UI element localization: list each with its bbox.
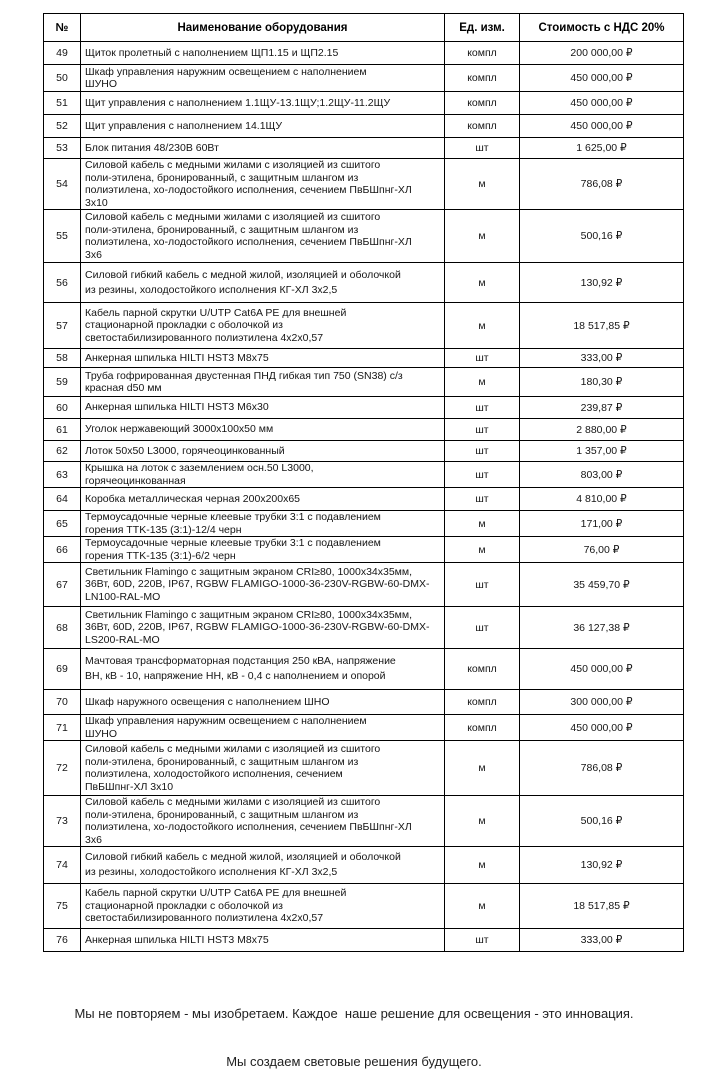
equipment-name: Щиток пролетный с наполнением ЩП1.15 и ЩП2.15 [81, 42, 445, 65]
price-with-vat: 1 357,00 ₽ [520, 441, 684, 462]
price-with-vat: 36 127,38 ₽ [520, 607, 684, 649]
table-row [44, 397, 684, 419]
unit-of-measure: шт [445, 397, 520, 419]
table-row [44, 210, 684, 263]
equipment-name: Кабель парной скрутки U/UTP Cat6A PE для внешней стационарной прокладки с оболочкой из светостабилизированного полиэтилена 4х2х0,57 [81, 303, 445, 349]
price-with-vat: 300 000,00 ₽ [520, 690, 684, 715]
equipment-name: Коробка металлическая черная 200х200х65 [81, 488, 445, 511]
unit-of-measure: шт [445, 607, 520, 649]
row-number: 75 [44, 884, 81, 929]
unit-of-measure: м [445, 263, 520, 303]
unit-of-measure: м [445, 159, 520, 210]
unit-of-measure: компл [445, 42, 520, 65]
unit-of-measure: м [445, 511, 520, 537]
row-number: 62 [44, 441, 81, 462]
price-with-vat: 35 459,70 ₽ [520, 563, 684, 607]
table-row [44, 349, 684, 368]
price-with-vat: 18 517,85 ₽ [520, 303, 684, 349]
row-number: 72 [44, 741, 81, 796]
unit-of-measure: компл [445, 115, 520, 138]
price-with-vat: 130,92 ₽ [520, 847, 684, 884]
footer-slogan-line-2: Мы создаем световые решения будущего. [226, 1054, 482, 1069]
equipment-name: Шкаф управления наружним освещением с наполнением ШУНО [81, 65, 445, 92]
price-with-vat: 333,00 ₽ [520, 929, 684, 952]
unit-of-measure: м [445, 368, 520, 397]
unit-of-measure: компл [445, 690, 520, 715]
table-row [44, 115, 684, 138]
price-with-vat: 450 000,00 ₽ [520, 649, 684, 690]
table-row [44, 537, 684, 563]
equipment-name: Силовой кабель с медными жилами с изоляцией из сшитого поли-этилена, бронированный, с защитным шлангом из полиэтилена, холодостойкого исполнения, сечением ПвБШпнг-ХЛ 3х10 [81, 741, 445, 796]
equipment-name: Анкерная шпилька HILTI HST3 M6х30 [81, 397, 445, 419]
equipment-name: Мачтовая трансформаторная подстанция 250 кВА, напряжение ВН, кВ - 10, напряжение НН, кВ - 0,4 с наполнением и опорой [81, 649, 445, 690]
price-with-vat: 450 000,00 ₽ [520, 92, 684, 115]
unit-of-measure: м [445, 884, 520, 929]
table-row [44, 847, 684, 884]
unit-of-measure: м [445, 796, 520, 847]
table-row [44, 65, 684, 92]
equipment-name: Труба гофрированная двустенная ПНД гибкая тип 750 (SN38) с/з красная d50 мм [81, 368, 445, 397]
equipment-name: Светильник Flamingo с защитным экраном CRI≥80, 1000х34х35мм, 36Вт, 60D, 220В, IP67, RGBW FLAMIGO-1000-36-230V-RGBW-60-DMX- LS200-RAL-MO [81, 607, 445, 649]
table-row [44, 649, 684, 690]
row-number: 49 [44, 42, 81, 65]
price-with-vat: 2 880,00 ₽ [520, 419, 684, 441]
row-number: 57 [44, 303, 81, 349]
price-with-vat: 500,16 ₽ [520, 796, 684, 847]
unit-of-measure: шт [445, 488, 520, 511]
price-with-vat: 786,08 ₽ [520, 741, 684, 796]
row-number: 54 [44, 159, 81, 210]
unit-of-measure: компл [445, 65, 520, 92]
table-row [44, 441, 684, 462]
row-number: 55 [44, 210, 81, 263]
price-with-vat: 450 000,00 ₽ [520, 715, 684, 741]
equipment-name: Кабель парной скрутки U/UTP Cat6A PE для внешней стационарной прокладки с оболочкой из светостабилизированного полиэтилена 4х2х0,57 [81, 884, 445, 929]
table-row [44, 607, 684, 649]
row-number: 67 [44, 563, 81, 607]
table-row [44, 884, 684, 929]
equipment-name: Щит управления с наполнением 1.1ЩУ-13.1ЩУ;1.2ЩУ-11.2ЩУ [81, 92, 445, 115]
row-number: 60 [44, 397, 81, 419]
equipment-name: Щит управления с наполнением 14.1ЩУ [81, 115, 445, 138]
table-row [44, 419, 684, 441]
table-row [44, 563, 684, 607]
unit-of-measure: м [445, 303, 520, 349]
price-with-vat: 1 625,00 ₽ [520, 138, 684, 159]
unit-of-measure: шт [445, 563, 520, 607]
table-row [44, 368, 684, 397]
table-row [44, 741, 684, 796]
table-header-row [44, 14, 684, 42]
row-number: 51 [44, 92, 81, 115]
price-with-vat: 450 000,00 ₽ [520, 115, 684, 138]
price-with-vat: 333,00 ₽ [520, 349, 684, 368]
unit-of-measure: шт [445, 419, 520, 441]
equipment-name: Блок питания 48/230В 60Вт [81, 138, 445, 159]
price-with-vat: 171,00 ₽ [520, 511, 684, 537]
unit-of-measure: шт [445, 138, 520, 159]
table-row [44, 42, 684, 65]
table-row [44, 715, 684, 741]
equipment-name: Силовой гибкий кабель с медной жилой, изоляцией и оболочкой из резины, холодостойкого исполнения КГ-ХЛ 3х2,5 [81, 847, 445, 884]
unit-of-measure: м [445, 847, 520, 884]
equipment-name: Шкаф наружного освещения с наполнением ШНО [81, 690, 445, 715]
table-row [44, 690, 684, 715]
footer-slogan-line-1: Мы не повторяем - мы изобретаем. Каждое наше решение для освещения - это инновация. [74, 1006, 634, 1021]
price-with-vat: 803,00 ₽ [520, 462, 684, 488]
header-number: № [44, 14, 81, 42]
row-number: 56 [44, 263, 81, 303]
row-number: 64 [44, 488, 81, 511]
row-number: 61 [44, 419, 81, 441]
table-row [44, 159, 684, 210]
price-with-vat: 4 810,00 ₽ [520, 488, 684, 511]
price-with-vat: 500,16 ₽ [520, 210, 684, 263]
unit-of-measure: шт [445, 349, 520, 368]
header-unit: Ед. изм. [445, 14, 520, 42]
equipment-name: Светильник Flamingo с защитным экраном CRI≥80, 1000х34х35мм, 36Вт, 60D, 220В, IP67, RGBW FLAMIGO-1000-36-230V-RGBW-60-DMX- LN100-RAL-MO [81, 563, 445, 607]
price-with-vat: 450 000,00 ₽ [520, 65, 684, 92]
equipment-name: Шкаф управления наружним освещением с наполнением ШУНО [81, 715, 445, 741]
price-with-vat: 786,08 ₽ [520, 159, 684, 210]
equipment-name: Силовой кабель с медными жилами с изоляцией из сшитого поли-этилена, бронированный, с защитным шлангом из полиэтилена, хо-лодостойкого исполнения, сечением ПвБШпнг-ХЛ 3х6 [81, 210, 445, 263]
equipment-name: Термоусадочные черные клеевые трубки 3:1 с подавлением горения TTK-135 (3:1)-12/4 черн [81, 511, 445, 537]
equipment-name: Силовой кабель с медными жилами с изоляцией из сшитого поли-этилена, бронированный, с защитным шлангом из полиэтилена, хо-лодостойкого исполнения, сечением ПвБШпнг-ХЛ 3х10 [81, 159, 445, 210]
row-number: 52 [44, 115, 81, 138]
equipment-name: Анкерная шпилька HILTI HST3 M8х75 [81, 349, 445, 368]
price-with-vat: 239,87 ₽ [520, 397, 684, 419]
table-row [44, 488, 684, 511]
price-with-vat: 200 000,00 ₽ [520, 42, 684, 65]
unit-of-measure: шт [445, 929, 520, 952]
row-number: 58 [44, 349, 81, 368]
unit-of-measure: компл [445, 92, 520, 115]
equipment-name: Термоусадочные черные клеевые трубки 3:1 с подавлением горения TTK-135 (3:1)-6/2 черн [81, 537, 445, 563]
row-number: 63 [44, 462, 81, 488]
row-number: 53 [44, 138, 81, 159]
header-equipment-name: Наименование оборудования [81, 14, 445, 42]
table-row [44, 796, 684, 847]
row-number: 65 [44, 511, 81, 537]
price-with-vat: 180,30 ₽ [520, 368, 684, 397]
equipment-name: Крышка на лоток с заземлением осн.50 L3000, горячеоцинкованная [81, 462, 445, 488]
equipment-name: Лоток 50х50 L3000, горячеоцинкованный [81, 441, 445, 462]
unit-of-measure: компл [445, 715, 520, 741]
price-with-vat: 76,00 ₽ [520, 537, 684, 563]
equipment-name: Уголок нержавеющий 3000х100х50 мм [81, 419, 445, 441]
header-price: Стоимость с НДС 20% [520, 14, 684, 42]
footer-slogan [0, 974, 708, 1086]
unit-of-measure: м [445, 210, 520, 263]
row-number: 71 [44, 715, 81, 741]
row-number: 76 [44, 929, 81, 952]
price-with-vat: 130,92 ₽ [520, 263, 684, 303]
equipment-name: Силовой гибкий кабель с медной жилой, изоляцией и оболочкой из резины, холодостойкого исполнения КГ-ХЛ 3х2,5 [81, 263, 445, 303]
unit-of-measure: компл [445, 649, 520, 690]
table-row [44, 511, 684, 537]
unit-of-measure: м [445, 537, 520, 563]
row-number: 74 [44, 847, 81, 884]
equipment-price-table [43, 13, 684, 952]
price-with-vat: 18 517,85 ₽ [520, 884, 684, 929]
table-row [44, 929, 684, 952]
row-number: 66 [44, 537, 81, 563]
table-body [44, 42, 684, 952]
equipment-name: Силовой кабель с медными жилами с изоляцией из сшитого поли-этилена, бронированный, с защитным шлангом из полиэтилена, хо-лодостойкого исполнения, сечением ПвБШпнг-ХЛ 3х6 [81, 796, 445, 847]
row-number: 70 [44, 690, 81, 715]
row-number: 73 [44, 796, 81, 847]
table-row [44, 303, 684, 349]
row-number: 69 [44, 649, 81, 690]
row-number: 68 [44, 607, 81, 649]
unit-of-measure: шт [445, 462, 520, 488]
row-number: 59 [44, 368, 81, 397]
table-row [44, 263, 684, 303]
unit-of-measure: м [445, 741, 520, 796]
row-number: 50 [44, 65, 81, 92]
unit-of-measure: шт [445, 441, 520, 462]
table-row [44, 92, 684, 115]
table-row [44, 462, 684, 488]
equipment-name: Анкерная шпилька HILTI HST3 M8х75 [81, 929, 445, 952]
table-row [44, 138, 684, 159]
